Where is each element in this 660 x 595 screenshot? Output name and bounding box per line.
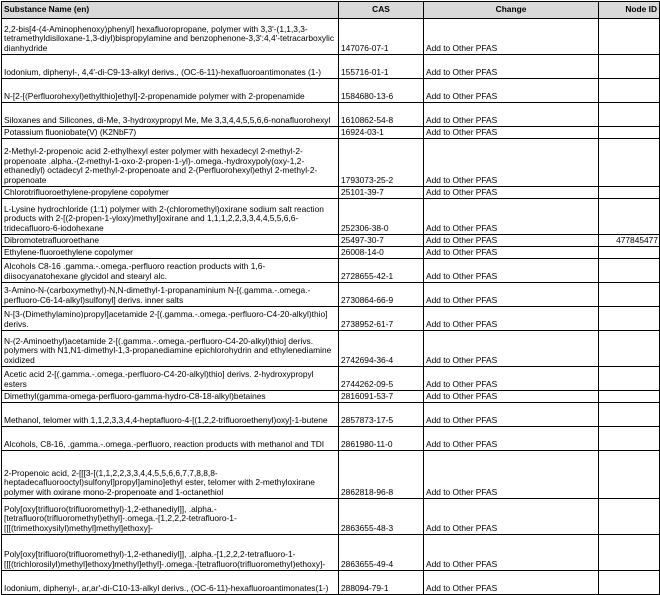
change-cell: Add to Other PFAS [424,127,599,139]
substance-name-cell: Chlorotrifluoroethylene-propylene copolymer [2,187,339,199]
table-row [2,127,660,139]
node-id-cell [599,403,660,427]
change-cell: Add to Other PFAS [424,571,599,595]
node-id-cell [599,571,660,595]
change-cell: Add to Other PFAS [424,79,599,103]
substance-name-cell: N-[2-[(Perfluorohexyl)ethylthio]ethyl]-2-propenamide polymer with 2-propenamide [2,79,339,103]
substance-name-cell: Alcohols, C8-16, .gamma.-.omega.-perfluoro, reaction products with methanol and TDI [2,427,339,451]
table-row [2,427,660,451]
node-id-cell [599,535,660,571]
cas-cell: 2738952-61-7 [339,307,424,331]
table-row [2,451,660,499]
node-id-cell [599,187,660,199]
substance-name-cell: Poly[oxy[trifluoro(trifluoromethyl)-1,2-ethanediyl]], .alpha.-[1,2,2,2-tetrafluoro-1-[[[(trichlorosilyl)methyl]ethoxy]methyl]ethyl]-.omega.-[tetrafluoro(trifluoromethyl)ethoxy]- [2,535,339,571]
table-row [2,139,660,187]
table-row [2,499,660,535]
change-cell: Add to Other PFAS [424,331,599,367]
change-cell: Add to Other PFAS [424,499,599,535]
cas-cell: 2857873-17-5 [339,403,424,427]
table-row [2,331,660,367]
node-id-cell [599,391,660,403]
substance-name-cell: Dimethyl(gamma-omega-perfluoro-gamma-hydro-C8-18-alkyl)betaines [2,391,339,403]
substance-name-cell: Dibromotetrafluoroethane [2,235,339,247]
node-id-cell [599,499,660,535]
substance-name-cell: Ethylene-fluoroethylene copolymer [2,247,339,259]
cas-cell: 2744262-09-5 [339,367,424,391]
node-id-cell [599,451,660,499]
column-header-cas: CAS [339,2,424,19]
cas-cell: 16924-03-1 [339,127,424,139]
table-row [2,571,660,595]
cas-cell: 2863655-48-3 [339,499,424,535]
table-row [2,283,660,307]
cas-cell: 288094-79-1 [339,571,424,595]
table-row [2,391,660,403]
substance-name-cell: Alcohols C8-16 .gamma.-.omega.-perfluoro reaction products with 1,6-diisocyanatohexane glycidol and stearyl alc. [2,259,339,283]
table-row [2,259,660,283]
change-cell: Add to Other PFAS [424,139,599,187]
cas-cell: 147076-07-1 [339,19,424,55]
change-cell: Add to Other PFAS [424,367,599,391]
cas-cell: 1793073-25-2 [339,139,424,187]
cas-cell: 2862818-96-8 [339,451,424,499]
substance-name-cell: N-[3-(Dimethylamino)propyl]acetamide 2-[(.gamma.-.omega.-perfluoro-C4-20-alkyl)thio] derivs. [2,307,339,331]
table-row [2,235,660,247]
change-cell: Add to Other PFAS [424,283,599,307]
node-id-cell [599,427,660,451]
node-id-cell [599,307,660,331]
cas-cell: 2863655-49-4 [339,535,424,571]
substance-name-cell: 3-Amino-N-(carboxymethyl)-N,N-dimethyl-1-propanaminium N-[(.gamma.-.omega.-perfluoro-C6-14-alkyl)sulfonyl] derivs. inner salts [2,283,339,307]
cas-cell: 155716-01-1 [339,55,424,79]
node-id-cell [599,259,660,283]
node-id-cell [599,283,660,307]
node-id-cell [599,331,660,367]
substance-name-cell: 2,2-bis[4-(4-Aminophenoxy)phenyl] hexafluoropropane, polymer with 3,3'-(1,1,3,3-tetramethyldisiloxane-1,3-diyl)bispropylamine and benzophenone-3,3':4,4'-tetracarboxylic dianhydride [2,19,339,55]
change-cell: Add to Other PFAS [424,391,599,403]
cas-cell: 2730864-66-9 [339,283,424,307]
substance-name-cell: N-(2-Aminoethyl)acetamide 2-[(.gamma.-.omega.-perfluoro-C4-20-alkyl)thio] derivs. polymers with N1,N1-dimethyl-1,3-propanediamine epichlorohydrin and ethylenediamine oxidized [2,331,339,367]
change-cell: Add to Other PFAS [424,247,599,259]
cas-cell: 25101-39-7 [339,187,424,199]
table-row [2,103,660,127]
cas-cell: 2816091-53-7 [339,391,424,403]
change-cell: Add to Other PFAS [424,103,599,127]
table-row [2,79,660,103]
table-row [2,19,660,55]
substance-name-cell: 2-Propenoic acid, 2-[[[3-[(1,1,2,2,3,3,4,4,5,5,6,6,7,7,8,8,8-heptadecafluorooctyl)sulfonyl]propyl]amino]ethyl ester, telomer with 2-methyloxirane polymer with oxirane mono-2-propenoate and 1-octanethiol [2,451,339,499]
change-cell: Add to Other PFAS [424,259,599,283]
substance-name-cell: Poly[oxy[trifluoro(trifluoromethyl)-1,2-ethanediyl]], .alpha.-[tetrafluoro(trifluoromethyl)ethyl]-.omega.-[1,2,2,2-tetrafluoro-1-[[[(trimethoxysilyl)methyl]methyl]ethoxy]- [2,499,339,535]
substance-name-cell: 2-Methyl-2-propenoic acid 2-ethylhexyl ester polymer with hexadecyl 2-methyl-2-propenoate .alpha.-(2-methyl-1-oxo-2-propen-1-yl)-.omega.-hydroxypoly(oxy-1,2-ethanediyl) octadecyl 2-methyl-2-propenoate and 2-(Perfluorohexyl)ethyl 2-methyl-2-propenoate [2,139,339,187]
column-header-change: Change [424,2,599,19]
node-id-cell [599,127,660,139]
change-cell: Add to Other PFAS [424,307,599,331]
node-id-cell [599,103,660,127]
cas-cell: 1584680-13-6 [339,79,424,103]
table-row [2,187,660,199]
node-id-cell [599,247,660,259]
substance-name-cell: Acetic acid 2-[(.gamma.-.omega.-perfluoro-C4-20-alkyl)thio] derivs. 2-hydroxypropyl esters [2,367,339,391]
node-id-cell [599,139,660,187]
node-id-cell [599,79,660,103]
change-cell: Add to Other PFAS [424,235,599,247]
table-row [2,535,660,571]
pfas-substance-table [1,1,660,595]
change-cell: Add to Other PFAS [424,19,599,55]
table-row [2,247,660,259]
cas-cell: 25497-30-7 [339,235,424,247]
column-header-substance-name: Substance Name (en) [2,2,339,19]
cas-cell: 252306-38-0 [339,199,424,235]
table-row [2,199,660,235]
substance-name-cell: Potassium fluoniobate(V) (K2NbF7) [2,127,339,139]
cas-cell: 26008-14-0 [339,247,424,259]
substance-name-cell: Methanol, telomer with 1,1,2,3,3,4,4-heptafluoro-4-[(1,2,2-trifluoroethenyl)oxy]-1-butene [2,403,339,427]
node-id-cell [599,19,660,55]
header-row [2,2,660,19]
node-id-cell [599,199,660,235]
table-row [2,403,660,427]
cas-cell: 1610862-54-8 [339,103,424,127]
node-id-cell [599,55,660,79]
change-cell: Add to Other PFAS [424,427,599,451]
substance-name-cell: Iodonium, diphenyl-, ar,ar'-di-C10-13-alkyl derivs., (OC-6-11)-hexafluoroantimonates(1-) [2,571,339,595]
change-cell: Add to Other PFAS [424,403,599,427]
change-cell: Add to Other PFAS [424,451,599,499]
change-cell: Add to Other PFAS [424,55,599,79]
cas-cell: 2861980-11-0 [339,427,424,451]
substance-name-cell: Iodonium, diphenyl-, 4,4'-di-C9-13-alkyl derivs., (OC-6-11)-hexafluoroantimonates (1-) [2,55,339,79]
cas-cell: 2728655-42-1 [339,259,424,283]
node-id-cell [599,367,660,391]
node-id-cell: 477845477 [599,235,660,247]
table-row [2,55,660,79]
change-cell: Add to Other PFAS [424,199,599,235]
change-cell: Add to Other PFAS [424,187,599,199]
column-header-node-id: Node ID [599,2,660,19]
change-cell: Add to Other PFAS [424,535,599,571]
substance-name-cell: L-Lysine hydrochloride (1:1) polymer with 2-(chloromethyl)oxirane sodium salt reaction products with 2-[(2-propen-1-yloxy)methyl]oxirane and 1,1,1,2,2,3,3,4,4,5,5,6,6-tridecafluoro-6-iodohexane [2,199,339,235]
substance-name-cell: Siloxanes and Silicones, di-Me, 3-hydroxypropyl Me, Me 3,3,4,4,5,5,6,6-nonafluorohexyl [2,103,339,127]
table-row [2,367,660,391]
table-row [2,307,660,331]
cas-cell: 2742694-36-4 [339,331,424,367]
